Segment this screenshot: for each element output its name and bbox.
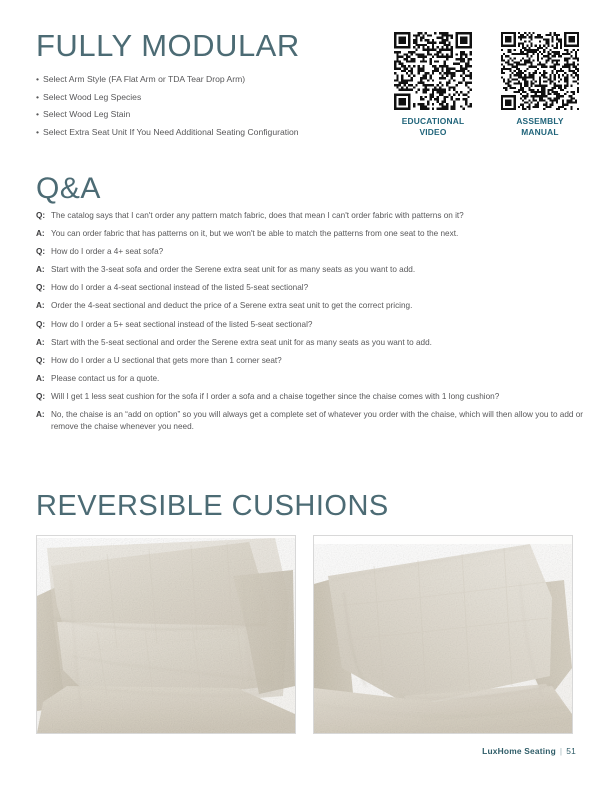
list-item-label: Select Extra Seat Unit If You Need Additional Seating Configuration [43,126,299,137]
qa-text: The catalog says that I can't order any pattern match fabric, does that mean I can't order fabric with patterns on it? [51,211,464,220]
qr-caption-line1: EDUCATIONAL [401,116,465,126]
qa-item [36,355,584,367]
qa-label: Q: [36,247,46,257]
sofa-cushion-illustration-reversed [314,536,572,733]
qa-text: How do I order a 4-seat sectional instead of the listed 5-seat sectional? [51,283,309,293]
qa-item [36,300,584,312]
page-title-reversible-cushions: REVERSIBLE CUSHIONS [36,490,389,522]
qa-text: No, the chaise is an “add on option” so you will always get a complete set of whatever you order with the chaise, which will then allow you to add or remove the chaise whenever you need. [51,410,584,432]
qa-text: Order the 4-seat sectional and deduct the price of a Serene extra seat unit to get the correct pricing. [51,301,413,311]
list-item [36,124,386,142]
qr-caption-educational-video [388,116,478,137]
qa-item [36,264,584,276]
qr-caption-line2: VIDEO [419,126,447,137]
qa-item [36,228,584,240]
qa-item [36,246,584,258]
modular-options-list [36,71,386,141]
qa-item [36,391,584,403]
qa-label: A: [36,301,45,311]
qr-caption-assembly-manual [495,116,585,137]
footer-separator: | [559,746,563,756]
list-item-label: Select Arm Style (FA Flat Arm or TDA Tear Drop Arm) [43,74,246,84]
qa-label: Q: [36,283,46,293]
qa-text: Will I get 1 less seat cushion for the sofa if I order a sofa and a chaise together since the chaise comes with 1 long cushion? [51,391,500,401]
qa-text: How do I order a 4+ seat sofa? [51,247,164,257]
qa-item [36,282,584,294]
qr-block-assembly-manual[interactable] [495,31,585,137]
qa-text: You can order fabric that has patterns on it, but we won't be able to match the patterns from one seat to the next. [51,229,459,239]
qa-label: A: [36,373,45,383]
qa-item [36,409,584,433]
bullet-icon: • [36,74,40,84]
page-footer [0,745,576,757]
reversible-cushion-photo-right [313,535,573,734]
list-item-label: Select Wood Leg Species [43,91,142,102]
qa-item [36,319,584,331]
footer-page-number: 51 [566,746,576,756]
qa-label: Q: [36,211,46,220]
qa-text: How do I order a 5+ seat sectional instead of the listed 5-seat sectional? [51,319,313,329]
qa-item [36,373,584,385]
bullet-icon: • [36,91,40,102]
list-item [36,106,386,124]
qa-label: Q: [36,391,46,401]
sofa-cushion-illustration [37,536,295,733]
qa-label: Q: [36,319,46,329]
qa-item [36,210,584,222]
footer-brand: LuxHome Seating [482,746,556,756]
qr-block-educational-video[interactable] [388,31,478,137]
page-title-fully-modular: FULLY MODULAR [36,28,300,63]
qa-label: A: [36,229,45,239]
qa-label: Q: [36,355,46,365]
qr-caption-line2: MANUAL [521,126,559,137]
qa-label: A: [36,337,45,347]
qr-caption-line1: ASSEMBLY [516,116,564,126]
bullet-icon: • [36,109,40,120]
list-item [36,71,386,89]
list-item-label: Select Wood Leg Stain [43,109,131,120]
reversible-cushion-photo-left [36,535,296,734]
qa-text: Start with the 3-seat sofa and order the Serene extra seat unit for as many seats as you want to add. [51,265,416,275]
list-item [36,89,386,107]
qa-label: A: [36,265,45,275]
qa-item [36,337,584,349]
qa-text: How do I order a U sectional that gets more than 1 corner seat? [51,355,282,365]
bullet-icon: • [36,126,40,137]
assembly-manual-qr-icon[interactable] [501,31,579,111]
qa-list [36,210,584,439]
qa-label: A: [36,410,45,420]
qa-text: Start with the 5-seat sectional and order the Serene extra seat unit for as many seats as you want to add. [51,337,432,347]
qa-text: Please contact us for a quote. [51,373,160,383]
educational-video-qr-icon[interactable] [394,31,472,111]
page-title-qa: Q&A [36,172,101,205]
